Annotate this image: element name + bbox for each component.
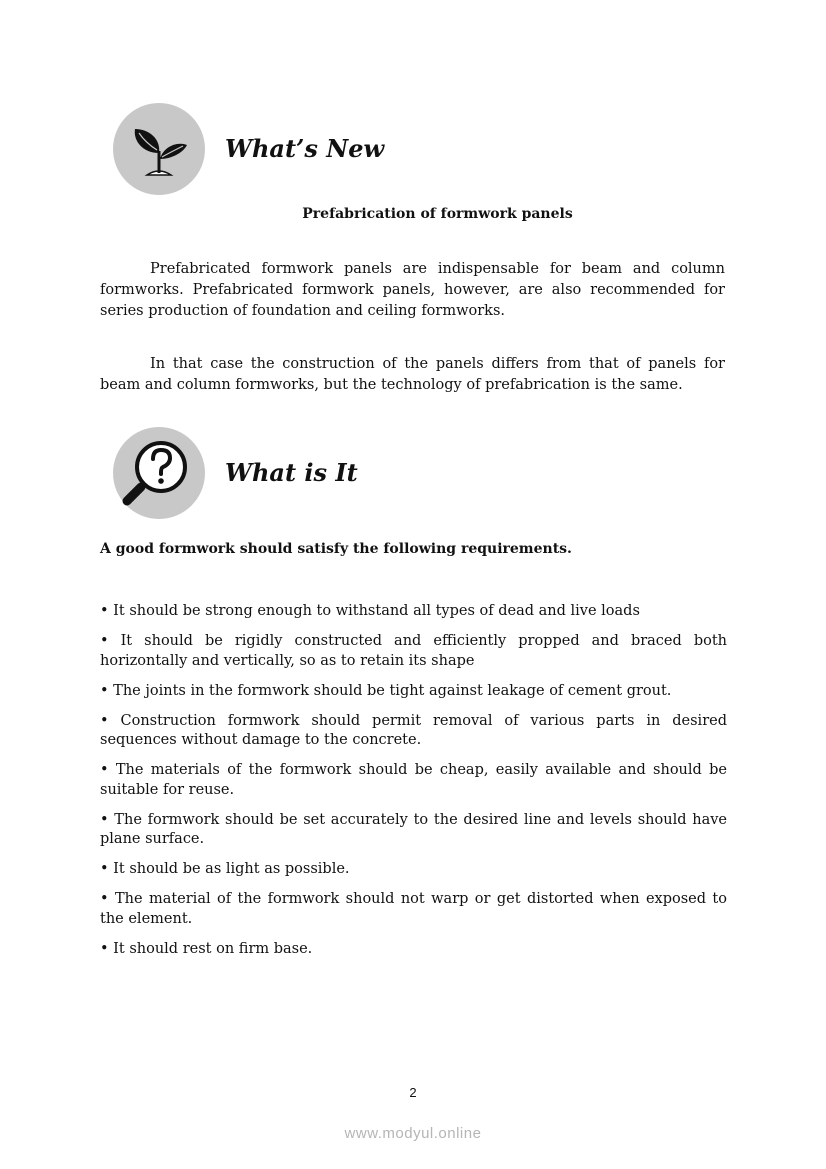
list-item: • The materials of the formwork should be cheap, easily available and should be suitable for reuse.	[100, 762, 727, 798]
list-item: • The material of the formwork should not warp or get distorted when exposed to the element.	[100, 891, 727, 927]
what-is-it-title: What is It	[225, 458, 358, 487]
list-item: • It should be rigidly constructed and efficiently propped and braced both horizontally and vertically, so as to retain its shape	[100, 633, 727, 669]
list-item: • It should be as light as possible.	[100, 861, 350, 877]
list-item: • It should be strong enough to withstand all types of dead and live loads	[100, 603, 640, 619]
requirements-list	[100, 602, 727, 970]
whats-new-title: What’s New	[225, 134, 385, 163]
list-item: • The formwork should be set accurately to the desired line and levels should have plane surface.	[100, 811, 727, 847]
list-item: • The joints in the formwork should be tight against leakage of cement grout.	[100, 682, 672, 699]
list-item: • It should rest on firm base.	[100, 940, 313, 957]
seedling-icon	[113, 103, 205, 195]
whats-new-paragraph-2: In that case the construction of the panels differs from that of panels for beam and column formworks, but the technology of prefabrication is the same.	[100, 356, 725, 393]
watermark: www.modyul.online	[344, 1125, 482, 1142]
page-number: 2	[409, 1085, 417, 1100]
requirements-lead: A good formwork should satisfy the following requirements.	[100, 541, 572, 557]
whats-new-subtitle: Prefabrication of formwork panels	[302, 206, 573, 222]
magnifier-question-icon	[113, 427, 205, 519]
list-item: • Construction formwork should permit removal of various parts in desired sequences without damage to the concrete.	[100, 712, 727, 748]
whats-new-paragraph-1: Prefabricated formwork panels are indispensable for beam and column formworks. Prefabricated formwork panels, however, are also recommended for series production of foundation and ceiling formworks.	[100, 261, 725, 319]
